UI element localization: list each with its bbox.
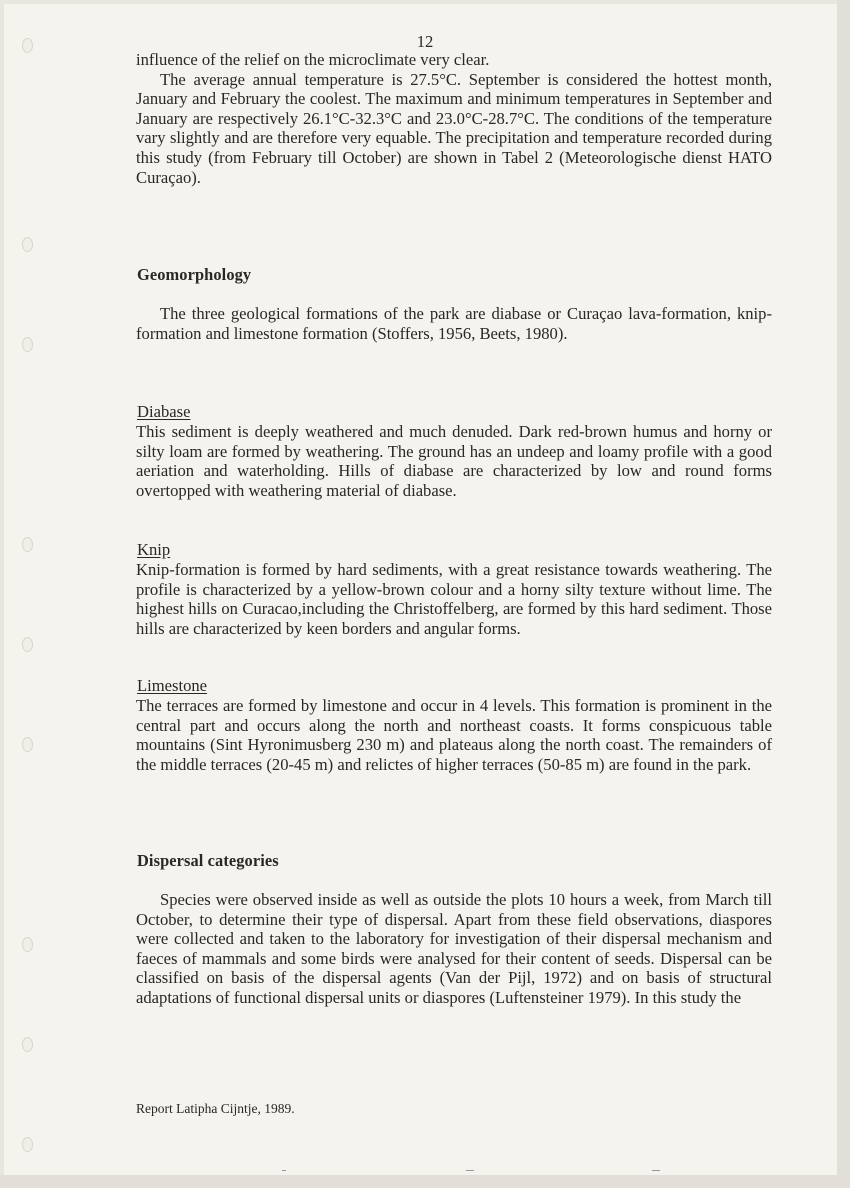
diabase-heading: Diabase xyxy=(137,402,191,421)
limestone-heading: Limestone xyxy=(137,676,208,695)
dispersal-section xyxy=(136,890,772,1008)
knip-section xyxy=(136,560,772,638)
geomorphology-paragraph: The three geological formations of the park are diabase or Curaçao lava-formation, knip-formation and limestone formation (Stoffers, 1956, Beets, 1980). xyxy=(136,304,772,343)
binder-hole xyxy=(22,337,33,352)
page-number: 12 xyxy=(416,32,434,51)
report-footer: Report Latipha Cijntje, 1989. xyxy=(136,1101,295,1116)
binder-hole xyxy=(22,237,33,252)
scan-edge-bottom xyxy=(0,1175,850,1188)
scan-edge-right xyxy=(837,0,850,1188)
binder-hole xyxy=(22,1037,33,1052)
limestone-section xyxy=(136,696,772,774)
geomorphology-section xyxy=(136,304,772,343)
binder-hole xyxy=(22,937,33,952)
binder-hole xyxy=(22,1137,33,1152)
intro-continuation-line: influence of the relief on the microclimate very clear. xyxy=(136,50,490,69)
binder-hole xyxy=(22,537,33,552)
binder-hole xyxy=(22,737,33,752)
temperature-paragraph: The average annual temperature is 27.5°C. September is considered the hottest month, January and February the coolest. The maximum and minimum temperatures in September and January are respectively 26.1°C-32.3°C and 23.0°C-28.7°C. The conditions of the temperature vary slightly and are therefore very equable. The precipitation and temperature recorded during this study (from February till October) are shown in Tabel 2 (Meteorologische dienst HATO Curaçao). xyxy=(136,69,772,187)
knip-paragraph: Knip-formation is formed by hard sediments, with a great resistance towards weathering. The profile is characterized by a yellow-brown colour and a horny silty texture without lime. The highest hills on Curacao,including the Christoffelberg, are formed by this hard sediment. Those hills are characterized by keen borders and angular forms. xyxy=(136,560,772,638)
geomorphology-heading: Geomorphology xyxy=(137,265,252,284)
diabase-section xyxy=(136,422,772,500)
scan-mark xyxy=(466,1170,474,1171)
dispersal-heading: Dispersal categories xyxy=(137,851,279,870)
diabase-paragraph: This sediment is deeply weathered and much denuded. Dark red-brown humus and horny or silty loam are formed by weathering. The ground has an undeep and loamy profile with a good aeriation and waterholding. Hills of diabase are characterized by low and round forms overtopped with weathering material of diabase. xyxy=(136,422,772,500)
limestone-paragraph: The terraces are formed by limestone and occur in 4 levels. This formation is prominent in the central part and occurs along the north and northeast coasts. It forms conspicuous table mountains (Sint Hyronimusberg 230 m) and plateaus along the north coast. The remainders of the middle terraces (20-45 m) and relictes of higher terraces (50-85 m) are found in the park. xyxy=(136,696,772,774)
dispersal-paragraph: Species were observed inside as well as outside the plots 10 hours a week, from March till October, to determine their type of dispersal. Apart from these field observations, diaspores were collected and taken to the laboratory for investigation of their dispersal mechanism and faeces of mammals and some birds were analysed for their content of seeds. Dispersal can be classified on basis of the dispersal agents (Van der Pijl, 1972) and on basis of structural adaptations of functional dispersal units or diaspores (Luftensteiner 1979). In this study the xyxy=(136,890,772,1007)
scan-mark xyxy=(282,1170,286,1171)
intro-section xyxy=(136,50,772,187)
scan-mark xyxy=(652,1170,660,1171)
knip-heading: Knip xyxy=(137,540,171,559)
binder-hole xyxy=(22,637,33,652)
